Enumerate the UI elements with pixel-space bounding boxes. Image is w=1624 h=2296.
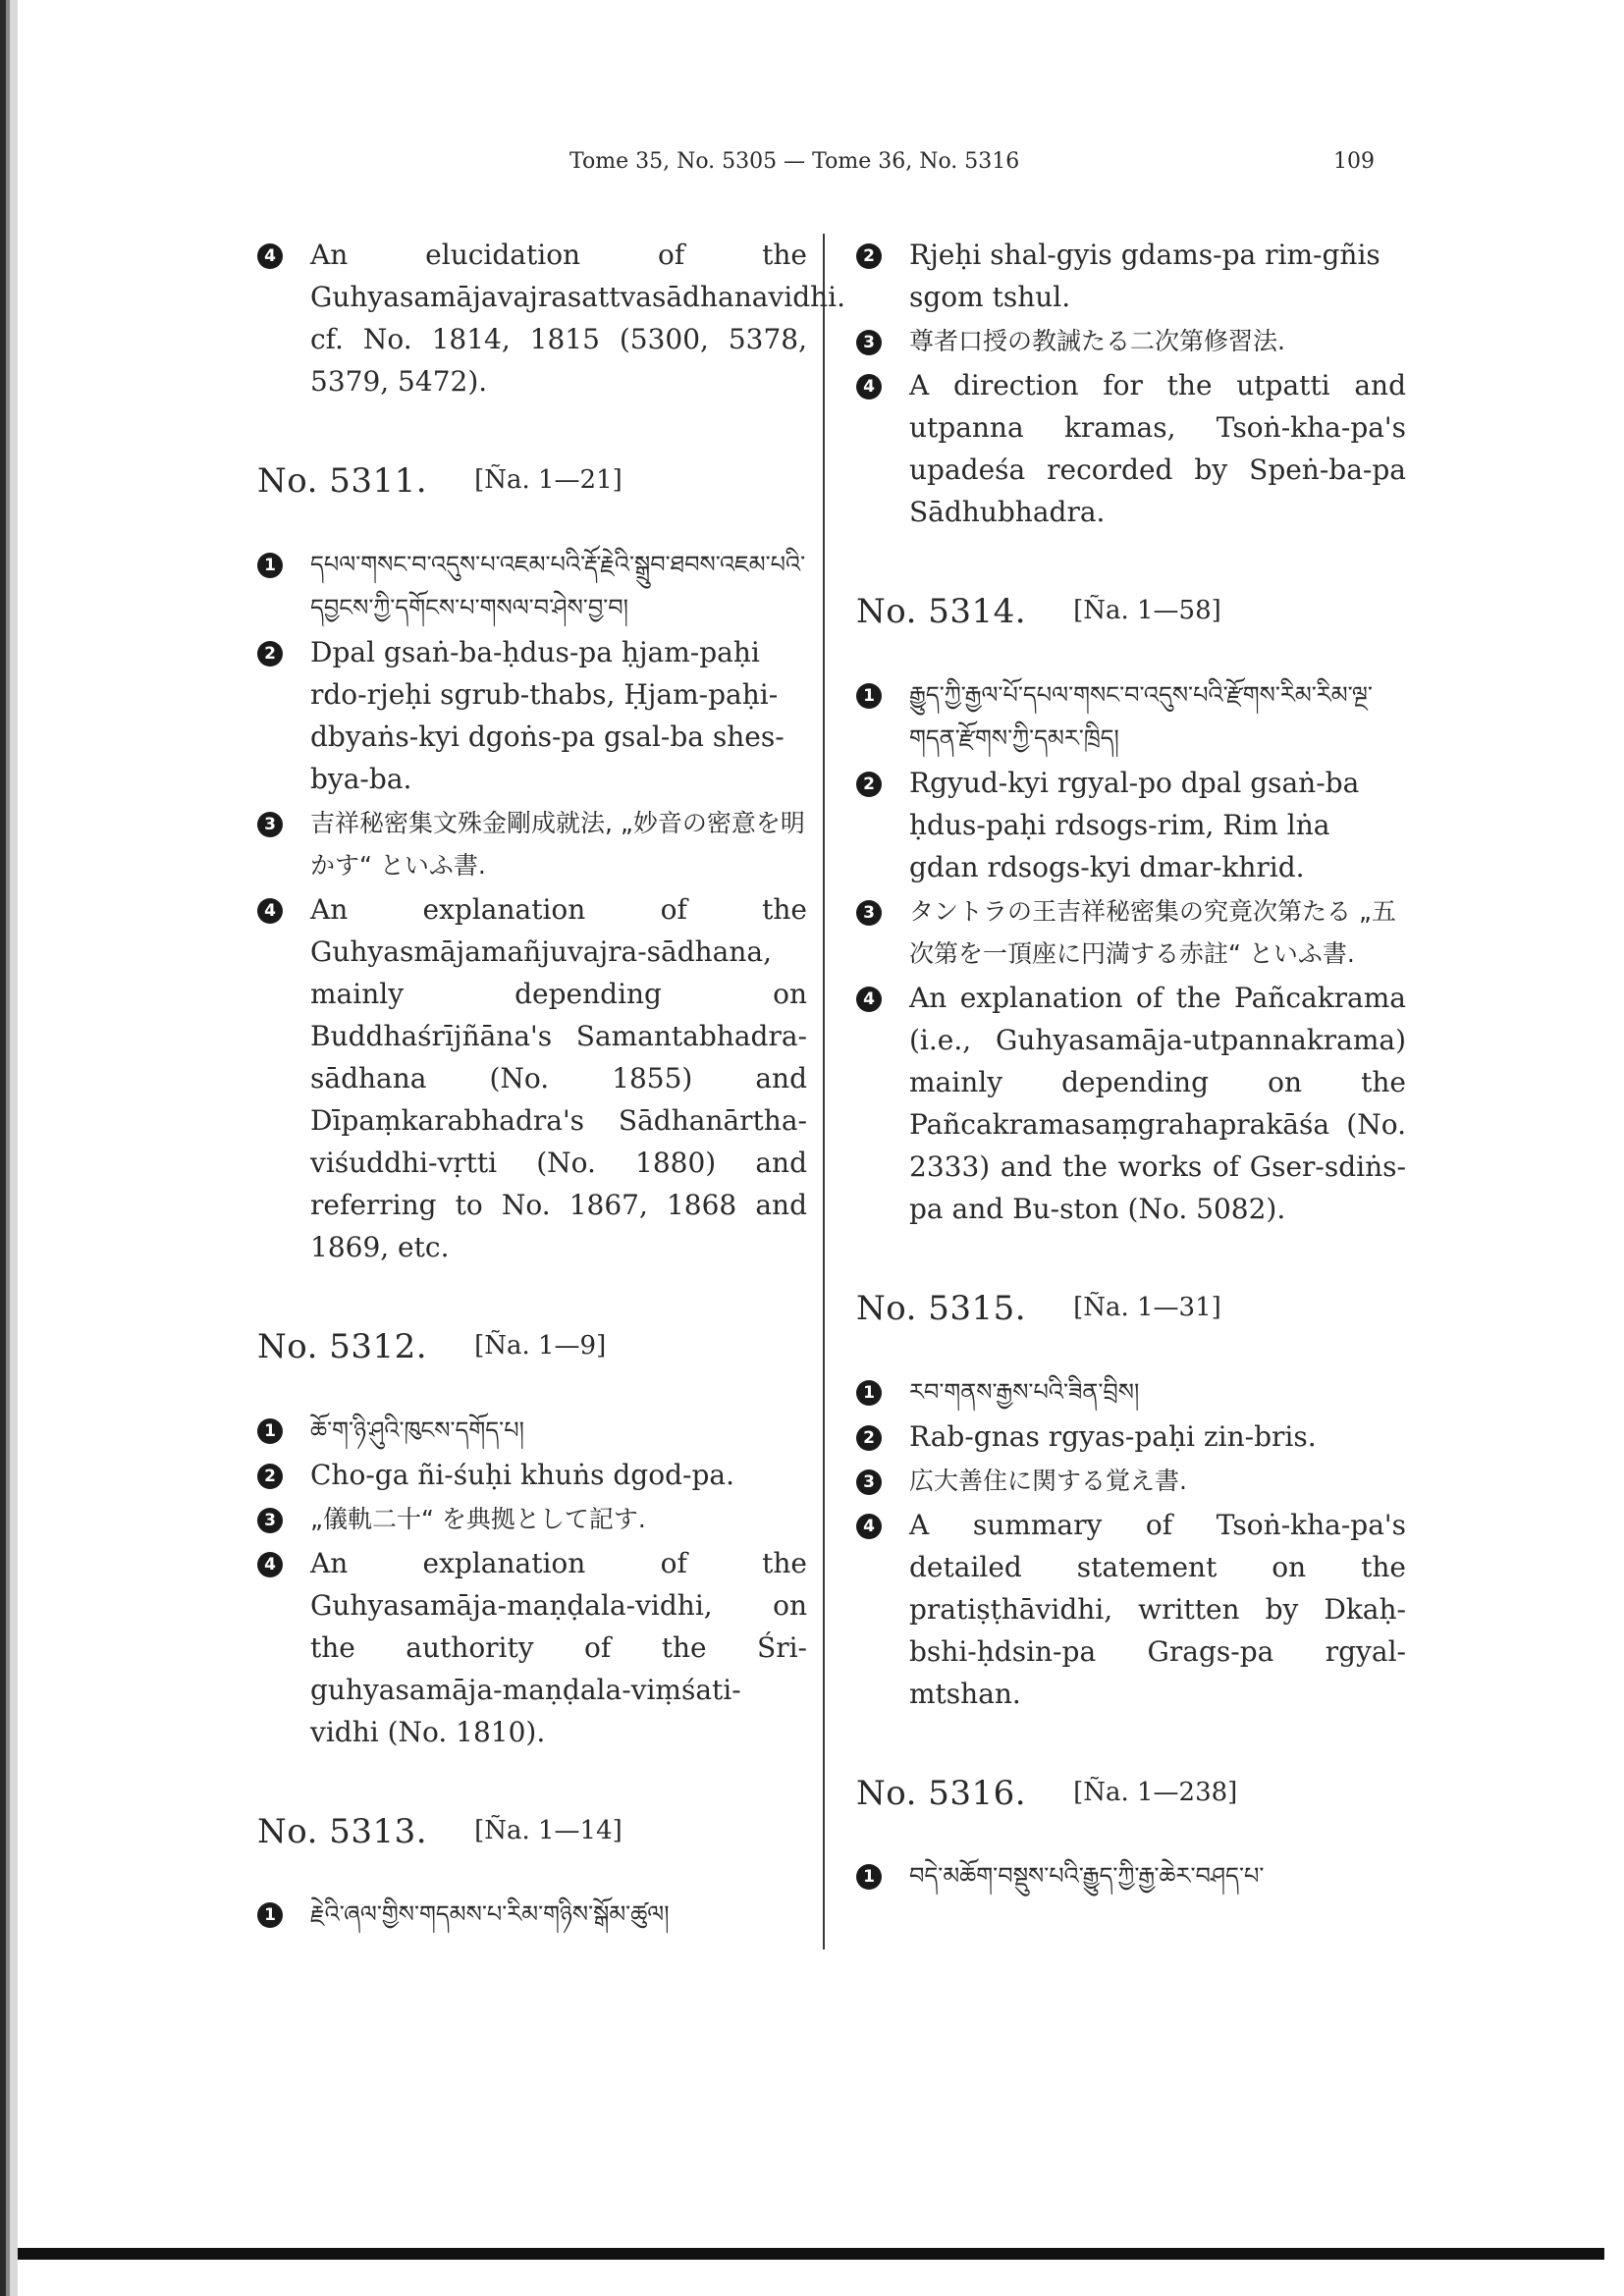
romanized-title-item: [856, 1415, 1406, 1458]
marker-4-icon: 4: [257, 243, 283, 269]
entry-heading: [856, 1774, 1406, 1814]
entry-5316: [856, 1774, 1406, 1898]
running-head: Tome 35, No. 5305 — Tome 36, No. 5316: [569, 149, 1020, 174]
tibetan-title: རྗེའི་ཞལ་གྱིས་གདམས་པ་རིམ་གཉིས་སྒོམ་ཚུལ།: [310, 1900, 670, 1929]
tibetan-title-item: [257, 543, 807, 629]
entry-number: No. 5314.: [856, 592, 1027, 631]
page-number: 109: [1333, 149, 1375, 174]
tibetan-title: བདེ་མཆོག་བསྡུས་པའི་རྒྱུད་ཀྱི་རྒྱ་ཆེར་བཤད་པ་: [909, 1862, 1265, 1891]
explanation-item: [257, 1542, 807, 1753]
entry-range: [Ña. 1—58]: [1073, 596, 1221, 625]
left-column: [257, 234, 846, 1995]
romanized-title-item: [257, 631, 807, 800]
explanation-item: [856, 977, 1406, 1230]
entry-number: No. 5316.: [856, 1773, 1027, 1813]
japanese-title-item: [856, 890, 1406, 975]
japanese-title-item: [856, 320, 1406, 362]
marker-1-icon: 1: [257, 1418, 283, 1444]
romanized-title: Dpal gsaṅ-ba-ḥdus-pa ḥjam-paḥi rdo-rjeḥi sgrub-thabs, Ḥjam-paḥi-dbyaṅs-kyi dgoṅs-pa gsal-ba shes-bya-ba.: [310, 635, 785, 795]
romanized-title: Rjeḥi shal-gyis gdams-pa rim-gñis sgom tshul.: [909, 239, 1380, 313]
column-divider: [823, 234, 825, 1949]
marker-1-icon: 1: [856, 1380, 882, 1406]
japanese-title: タントラの王吉祥秘密集の究竟次第たる „五次第を一頂座に円満する赤註“ といふ書.: [909, 896, 1396, 968]
entry-5314: [856, 592, 1406, 1230]
entry-5313-continued: [856, 234, 1406, 533]
tibetan-title-item: [257, 1409, 807, 1452]
marker-2-icon: 2: [856, 243, 882, 269]
tibetan-title-item: [257, 1893, 807, 1936]
explanation-item: [257, 888, 807, 1268]
tibetan-title-item: [856, 1854, 1406, 1897]
explanation-text: A summary of Tsoṅ-kha-pa's detailed statement on the pratiṣṭhāvidhi, written by Dkaḥ-bshi-ḥdsin-pa Grags-pa rgyal-mtshan.: [909, 1508, 1406, 1710]
entry-5313: [257, 1812, 807, 1937]
entry-heading: [257, 1327, 807, 1367]
entry-number: No. 5311.: [257, 461, 428, 501]
explanation-text: A direction for the utpatti and utpanna kramas, Tsoṅ-kha-pa's upadeśa recorded by Speṅ-ba-pa Sādhubhadra.: [909, 369, 1406, 528]
book-binding-edge: [0, 0, 18, 2296]
entry-5310-tail: [257, 234, 846, 402]
marker-1-icon: 1: [856, 1864, 882, 1890]
romanized-title: Rab-gnas rgyas-paḥi zin-bris.: [909, 1419, 1317, 1453]
explanation-item: [856, 1504, 1406, 1715]
entry-range: [Ña. 1—238]: [1073, 1777, 1238, 1807]
japanese-title: 尊者口授の教誡たる二次第修習法.: [909, 327, 1285, 355]
explanation-item: [257, 234, 846, 402]
marker-3-icon: 3: [257, 812, 283, 837]
marker-4-icon: 4: [856, 987, 882, 1012]
marker-4-icon: 4: [257, 898, 283, 924]
marker-1-icon: 1: [257, 553, 283, 578]
marker-3-icon: 3: [856, 900, 882, 926]
marker-2-icon: 2: [856, 772, 882, 797]
japanese-title: 吉祥秘密集文殊金剛成就法, „妙音の密意を明かす“ といふ書.: [310, 808, 805, 880]
marker-2-icon: 2: [257, 1464, 283, 1489]
entry-range: [Ña. 1—31]: [1073, 1292, 1221, 1322]
entry-range: [Ña. 1—14]: [474, 1815, 623, 1845]
entry-heading: [257, 1812, 807, 1852]
entry-number: No. 5315.: [856, 1288, 1027, 1328]
marker-3-icon: 3: [856, 330, 882, 355]
explanation-text: An elucidation of the Guhyasamājavajrasattvasādhanavidhi. cf. No. 1814, 1815 (5300, 5378, 5379, 5472).: [310, 239, 846, 398]
tibetan-title: དཔལ་གསང་བ་འདུས་པ་འཇམ་པའི་རྡོ་རྗེའི་སྒྲུབ་ཐབས་འཇམ་པའི་དབྱངས་ཀྱི་དགོངས་པ་གསལ་བ་ཤེས་བྱ་བ།: [310, 550, 806, 621]
romanized-title-item: [856, 762, 1406, 888]
tibetan-title: ཆོ་ག་ཉི་ཤུའི་ཁུངས་དགོད་པ།: [310, 1415, 524, 1444]
marker-1-icon: 1: [856, 683, 882, 709]
japanese-title-item: [257, 1498, 807, 1540]
japanese-title: 広大善住に関する覚え書.: [909, 1466, 1187, 1495]
marker-3-icon: 3: [856, 1469, 882, 1495]
entry-range: [Ña. 1—9]: [474, 1330, 607, 1361]
tibetan-title-item: [856, 1370, 1406, 1414]
romanized-title-item: [856, 234, 1406, 318]
entry-5315: [856, 1289, 1406, 1715]
romanized-title: Rgyud-kyi rgyal-po dpal gsaṅ-ba ḥdus-paḥi rdsogs-rim, Rim lṅa gdan rdsogs-kyi dmar-khrid.: [909, 766, 1360, 883]
entry-number: No. 5313.: [257, 1811, 428, 1851]
marker-4-icon: 4: [856, 374, 882, 400]
entry-number: No. 5312.: [257, 1326, 428, 1366]
japanese-title-item: [257, 802, 807, 886]
japanese-title-item: [856, 1460, 1406, 1502]
explanation-text: An explanation of the Guhyasmājamañjuvajra-sādhana, mainly depending on Buddhaśrījñāna's Samantabhadra-sādhana (No. 1855) and Dīpaṃkarabhadra's Sādhanārtha-viśuddhi-vṛtti (No. 1880) and referring to No. 1867, 1868 and 1869, etc.: [310, 892, 807, 1263]
marker-3-icon: 3: [257, 1508, 283, 1533]
marker-4-icon: 4: [257, 1552, 283, 1577]
marker-2-icon: 2: [257, 641, 283, 667]
right-column: [856, 234, 1406, 1956]
page-header: [0, 149, 1624, 188]
entry-5312: [257, 1327, 807, 1753]
scan-bottom-edge: [18, 2248, 1604, 2260]
romanized-title-item: [257, 1454, 807, 1496]
tibetan-title: རབ་གནས་རྒྱས་པའི་ཟིན་བྲིས།: [909, 1377, 1140, 1406]
tibetan-title: རྒྱུད་ཀྱི་རྒྱལ་པོ་དཔལ་གསང་བ་འདུས་པའི་རྫོགས་རིམ་རིམ་ལྔ་གདན་རྫོགས་ཀྱི་དམར་ཁྲིད།: [909, 680, 1373, 752]
explanation-item: [856, 364, 1406, 533]
marker-2-icon: 2: [856, 1425, 882, 1451]
marker-4-icon: 4: [856, 1514, 882, 1539]
entry-heading: [856, 592, 1406, 632]
explanation-text: An explanation of the Guhyasamāja-maṇḍala-vidhi, on the authority of the Śri-guhyasamāja-maṇḍala-viṃśati-vidhi (No. 1810).: [310, 1546, 807, 1748]
entry-heading: [257, 461, 807, 502]
entry-heading: [856, 1289, 1406, 1329]
entry-5311: [257, 461, 807, 1268]
marker-1-icon: 1: [257, 1902, 283, 1928]
entry-range: [Ña. 1—21]: [474, 465, 623, 495]
tibetan-title-item: [856, 673, 1406, 760]
explanation-text: An explanation of the Pañcakrama (i.e., Guhyasamāja-utpannakrama) mainly depending on the Pañcakramasaṃgrahaprakāśa (No. 2333) and the works of Gser-sdiṅs-pa and Bu-ston (No. 5082).: [909, 981, 1406, 1225]
japanese-title: „儀軌二十“ を典拠として記す.: [310, 1504, 646, 1533]
romanized-title: Cho-ga ñi-śuḥi khuṅs dgod-pa.: [310, 1458, 734, 1491]
